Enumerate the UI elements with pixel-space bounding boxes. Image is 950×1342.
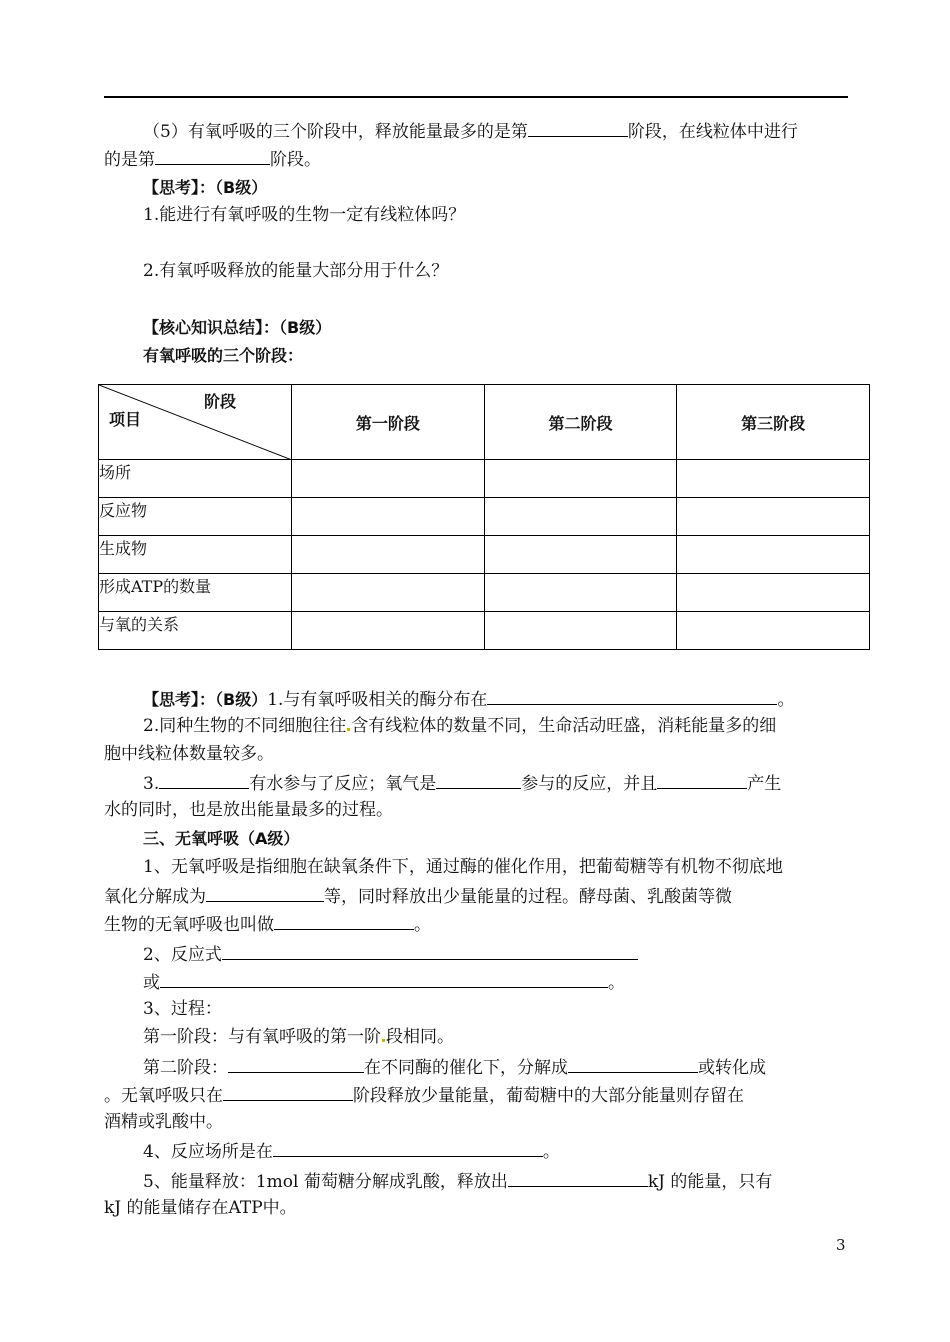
row-label: 与氧的关系	[99, 612, 292, 650]
think2-line-5: 水的同时，也是放出能量最多的过程。	[104, 800, 393, 820]
fill-blank[interactable]	[274, 913, 414, 930]
table-row	[99, 612, 870, 650]
fill-blank[interactable]	[159, 772, 249, 789]
stage-2-line-2: 。无氧呼吸只在 阶段释放少量能量，葡萄糖中的大部分能量则存留在	[104, 1086, 744, 1106]
stray-mark	[382, 1039, 385, 1042]
think-heading: 【思考】：（B级）	[143, 178, 268, 197]
table-row	[99, 574, 870, 612]
table-header-row	[99, 385, 870, 460]
fill-blank[interactable]	[155, 148, 270, 165]
table-cell[interactable]	[292, 536, 485, 574]
fill-blank[interactable]	[436, 772, 521, 789]
table-cell[interactable]	[677, 574, 870, 612]
anaerobic-p5-line-1: 5、能量释放：1mol 葡萄糖分解成乳酸，释放出 kJ 的能量，只有	[143, 1172, 773, 1192]
fill-blank[interactable]	[657, 772, 747, 789]
fill-blank[interactable]	[206, 885, 324, 902]
fill-blank[interactable]	[160, 971, 608, 988]
fill-blank[interactable]	[487, 688, 777, 705]
summary-subheading: 有氧呼吸的三个阶段：	[143, 346, 304, 365]
table-cell[interactable]	[677, 612, 870, 650]
fill-blank[interactable]	[528, 120, 628, 137]
anaerobic-p2-line-2: 或 。	[143, 973, 625, 993]
think2-line-2: 2.同种生物的不同细胞往往 含有线粒体的数量不同，生命活动旺盛，消耗能量多的细	[143, 716, 777, 736]
stages-table	[98, 384, 870, 650]
anaerobic-p3: 3、过程：	[143, 999, 222, 1019]
column-header: 第二阶段	[484, 385, 677, 460]
table-cell[interactable]	[677, 498, 870, 536]
fill-blank[interactable]	[223, 1084, 353, 1101]
table-cell[interactable]	[292, 460, 485, 498]
section-heading: 三、无氧呼吸（A级）	[143, 829, 300, 848]
anaerobic-p1-line-2: 氧化分解成为 等，同时释放出少量能量的过程。酵母菌、乳酸菌等微	[104, 887, 732, 907]
think2-line-4: 3. 有水参与了反应；氧气是 参与的反应，并且 产生	[143, 774, 782, 794]
anaerobic-p1-line-1: 1、无氧呼吸是指细胞在缺氧条件下，通过酶的催化作用，把葡萄糖等有机物不彻底地	[143, 857, 783, 877]
think2-heading: 【思考】：（B级）	[143, 690, 268, 709]
question-5-line-1: （5）有氧呼吸的三个阶段中，释放能量最多的是第 阶段，在线粒体中进行	[143, 122, 798, 142]
think2-line-1: 【思考】：（B级）1.与有氧呼吸相关的酶分布在 。	[143, 690, 795, 710]
anaerobic-p4: 4、反应场所是在 。	[143, 1142, 560, 1162]
table-cell[interactable]	[484, 612, 677, 650]
fill-blank[interactable]	[222, 943, 638, 960]
summary-heading: 【核心知识总结】：（B级）	[143, 318, 332, 337]
table-cell[interactable]	[677, 536, 870, 574]
stage-2-line-3: 酒精或乳酸中。	[104, 1112, 223, 1132]
anaerobic-p5-line-2: kJ 的能量储存在ATP中。	[104, 1198, 297, 1218]
table-cell[interactable]	[292, 612, 485, 650]
table-cell[interactable]	[484, 498, 677, 536]
table-row	[99, 498, 870, 536]
think-question-1: 1.能进行有氧呼吸的生物一定有线粒体吗？	[143, 205, 466, 225]
table-row	[99, 536, 870, 574]
row-label: 场所	[99, 460, 292, 498]
anaerobic-p2-line-1: 2、反应式	[143, 943, 638, 965]
question-5-line-2: 的是第 阶段。	[104, 150, 321, 170]
row-label: 形成ATP的数量	[99, 574, 292, 612]
page-number: 3	[836, 1236, 846, 1254]
header-rule	[104, 96, 848, 98]
think-question-2: 2.有氧呼吸释放的能量大部分用于什么？	[143, 261, 449, 281]
table-row	[99, 460, 870, 498]
column-header: 第一阶段	[292, 385, 485, 460]
row-label: 反应物	[99, 498, 292, 536]
fill-blank[interactable]	[228, 1056, 364, 1073]
corner-item-label: 项目	[109, 410, 142, 429]
fill-blank[interactable]	[508, 1170, 648, 1187]
think2-line-3: 胞中线粒体数量较多。	[104, 744, 274, 764]
fill-blank[interactable]	[568, 1056, 698, 1073]
table-cell[interactable]	[292, 574, 485, 612]
stray-mark	[347, 728, 350, 731]
table-corner-cell	[99, 385, 292, 460]
stage-2-line-1: 第二阶段： 在不同酶的催化下，分解成 或转化成	[143, 1058, 766, 1078]
corner-stage-label: 阶段	[204, 392, 237, 411]
table-cell[interactable]	[484, 460, 677, 498]
table-cell[interactable]	[484, 574, 677, 612]
table-cell[interactable]	[677, 460, 870, 498]
column-header: 第三阶段	[677, 385, 870, 460]
table-cell[interactable]	[292, 498, 485, 536]
fill-blank[interactable]	[273, 1140, 543, 1157]
stage-1-line: 第一阶段：与有氧呼吸的第一阶 段相同。	[143, 1027, 454, 1047]
row-label: 生成物	[99, 536, 292, 574]
table-cell[interactable]	[484, 536, 677, 574]
anaerobic-p1-line-3: 生物的无氧呼吸也叫做 。	[104, 915, 431, 935]
